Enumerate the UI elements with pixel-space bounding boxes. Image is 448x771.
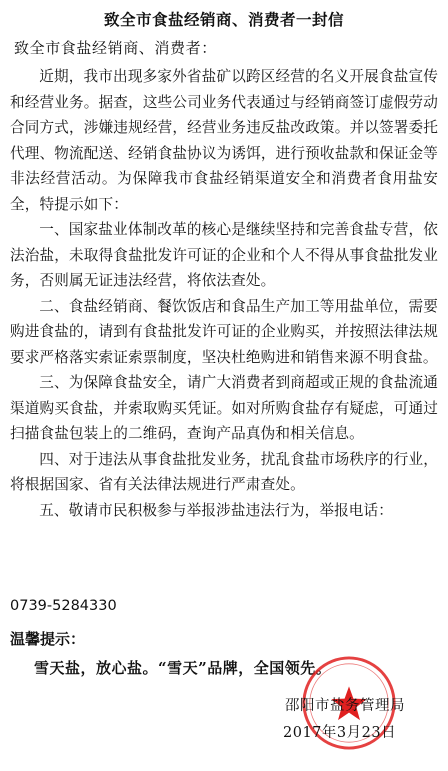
letter-body bbox=[10, 64, 438, 523]
paragraph-item-4: 四、对于违法从事食盐批发业务，扰乱食盐市场秩序的行业，将根据国家、省有关法律法规进行严肃查处。 bbox=[10, 450, 438, 493]
paragraph-item-1: 一、国家盐业体制改革的核心是继续坚持和完善食盐专营，依法治盐，未取得食盐批发许可证的企业和个人不得从事食盐批发业务，否则属无证违法经营，将依法查处。 bbox=[10, 221, 438, 289]
paragraph-item-2: 二、食盐经销商、餐饮饭店和食品生产加工等用盐单位，需要购进食盐的，请到有食盐批发许可证的企业购买，并按照法律法规要求严格落实索证索票制度，坚决杜绝购进和销售来源不明食盐。 bbox=[10, 297, 438, 366]
tip-label: 温馨提示： bbox=[10, 630, 86, 648]
salutation: 致全市食盐经销商、消费者： bbox=[14, 39, 217, 57]
signature-organization: 邵阳市盐务管理局 bbox=[285, 698, 405, 714]
slogan: 雪天盐，放心盐。“雪天”品牌，全国领先。 bbox=[34, 659, 332, 677]
report-phone-number: 0739-5284330 bbox=[10, 598, 117, 614]
paragraph-item-5: 五、敬请市民积极参与举报涉盐违法行为，举报电话： bbox=[39, 501, 394, 519]
paragraph-intro: 近期，我市出现多家外省盐矿以跨区经营的名义开展食盐宣传和经营业务。据查，这些公司业务代表通过与经销商签订虚假劳动合同方式，涉嫌违规经营，经营业务违反盐改政策。并以签署委托代理、物流配送、经销食盐协议为诱饵，进行预收盐款和保证金等非法经营活动。为保障我市食盐经销渠道安全和消费者食用盐安全，特提示如下： bbox=[10, 68, 438, 213]
signature-date: 2017年3月23日 bbox=[283, 725, 397, 741]
paragraph-item-3: 三、为保障食盐安全，请广大消费者到商超或正规的食盐流通渠道购买食盐，并索取购买凭证。如对所购食盐存有疑虑，可通过扫描食盐包装上的二维码，查询产品真伪和相关信息。 bbox=[10, 374, 438, 442]
letter-title: 致全市食盐经销商、消费者一封信 bbox=[103, 11, 344, 29]
